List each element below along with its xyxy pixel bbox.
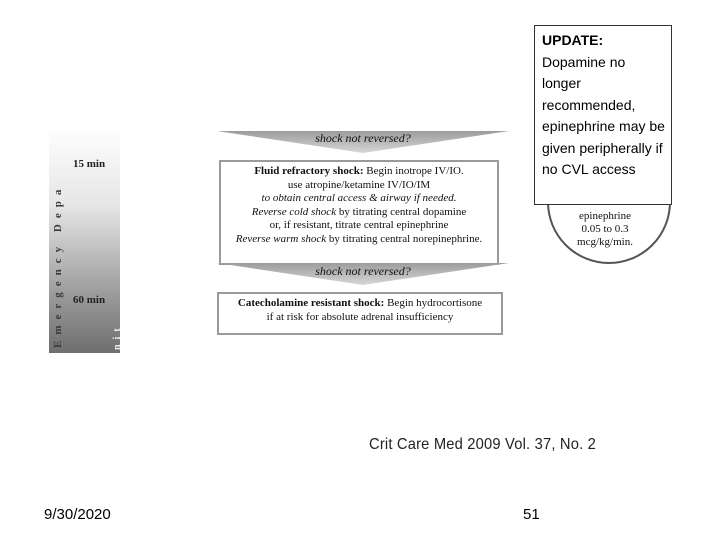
box1-line6: Reverse warm shock by titrating central norepinephrine.: [235, 232, 483, 245]
box1-line4: Reverse cold shock by titrating central dopamine: [251, 205, 467, 218]
box1-line3: to obtain central access & airway if needed.: [261, 192, 457, 204]
footer-date: 9/30/2020: [44, 506, 111, 523]
box1-line1: Fluid refractory shock: Begin inotrope IV/IO.: [254, 165, 464, 177]
box1-line2: use atropine/ketamine IV/IO/IM: [287, 178, 431, 191]
unit-vertical-label: nit: [112, 323, 123, 350]
update-body: Dopamine no longer recommended, epinephrine may be given peripherally if no CVL access: [542, 53, 665, 177]
box2-line1: Catecholamine resistant shock: Begin hydrocortisone: [237, 297, 483, 309]
chevron-label-1: shock not reversed?: [315, 131, 411, 145]
box2-line2: if at risk for absolute adrenal insufficiency: [266, 310, 454, 323]
time-15-label: 15 min: [73, 158, 106, 170]
footer-page-number: 51: [523, 506, 540, 523]
fluid-refractory-shock-box: [219, 160, 499, 265]
update-callout: [534, 25, 672, 205]
update-title: UPDATE:: [542, 32, 604, 48]
box1-line5: or, if resistant, titrate central epinephrine: [269, 219, 449, 231]
journal-citation: Crit Care Med 2009 Vol. 37, No. 2: [369, 436, 596, 453]
epinephrine-dose-text: epinephrine 0.05 to 0.3 mcg/kg/min.: [577, 210, 633, 248]
chevron-label-2: shock not reversed?: [315, 264, 411, 278]
department-vertical-label: Emergency Depa: [52, 183, 64, 348]
time-60-label: 60 min: [73, 294, 106, 306]
catecholamine-resistant-shock-box: [217, 292, 503, 335]
